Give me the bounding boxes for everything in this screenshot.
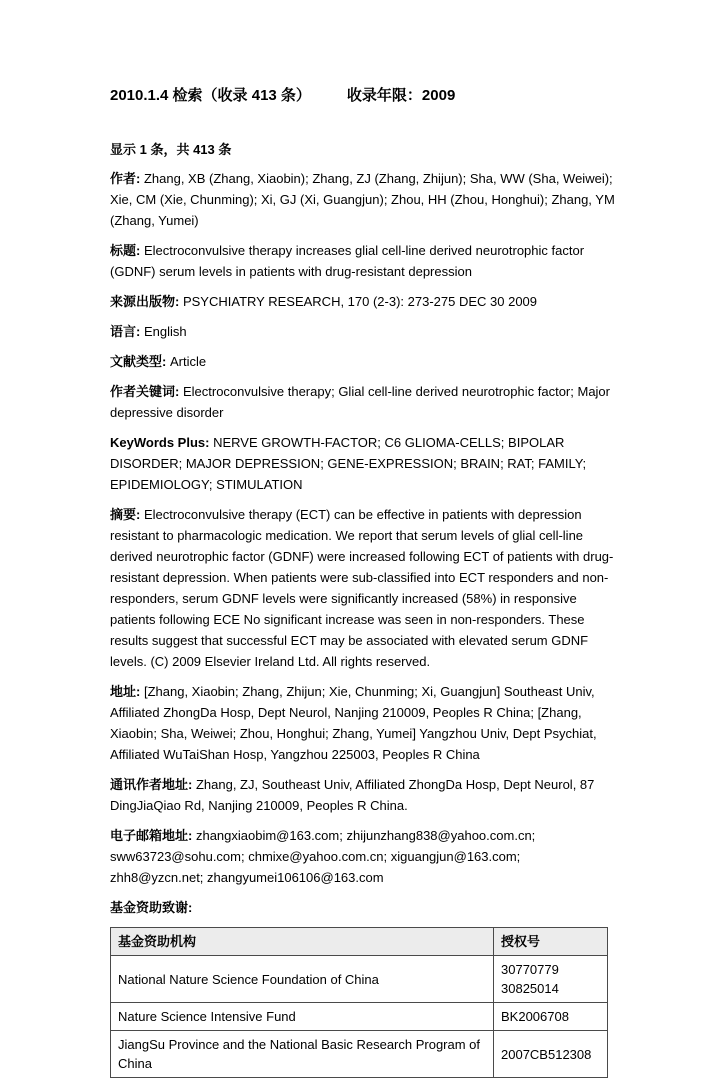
grant-number-cell: BK2006708 (494, 1003, 608, 1031)
field-author-keywords-value: Electroconvulsive therapy; Glial cell-line derived neurotrophic factor; Major depressive disorder (110, 384, 610, 420)
field-author-keywords-label: 作者关键词: (110, 384, 180, 399)
field-address-value: [Zhang, Xiaobin; Zhang, Zhijun; Xie, Chunming; Xi, Guangjun] Southeast Univ, Affiliated ZhongDa Hosp, Dept Neurol, Nanjing 210009, Peoples R China; [Zhang, Xiaobin; Sha, Weiwei; Zhou, Honghui; Zhang, Yumei] Yangzhou Univ, Dept Psychiat, Affiliated WuTaiShan Hosp, Yangzhou 225003, Peoples R China (110, 684, 597, 762)
table-row (111, 1031, 608, 1078)
field-source (110, 291, 617, 312)
grant-number-line: 30825014 (501, 981, 559, 996)
field-author-keywords (110, 381, 617, 423)
field-address (110, 681, 617, 765)
field-title-label: 标题: (110, 243, 141, 258)
table-row (111, 956, 608, 1003)
funding-table-header-row (111, 928, 608, 956)
field-title-value: Electroconvulsive therapy increases glial cell-line derived neurotrophic factor (GDNF) serum levels in patients with drug-resistant depression (110, 243, 585, 279)
field-doc-type-label: 文献类型: (110, 354, 167, 369)
field-doc-type-value: Article (169, 354, 207, 369)
field-corresponding-address (110, 774, 617, 816)
field-keywords-plus-value: NERVE GROWTH-FACTOR; C6 GLIOMA-CELLS; BIPOLAR DISORDER; MAJOR DEPRESSION; GENE-EXPRESSION; BRAIN; RAT; FAMILY; EPIDEMIOLOGY; STIMULATION (110, 435, 587, 492)
funding-agency-cell: National Nature Science Foundation of China (111, 956, 494, 1003)
funding-agency-cell: JiangSu Province and the National Basic Research Program of China (111, 1031, 494, 1078)
field-source-label: 来源出版物: (110, 294, 180, 309)
page-title (110, 84, 617, 105)
grant-number-cell (494, 956, 608, 1003)
field-doc-type (110, 351, 617, 372)
page-title-year-range: 收录年限：2009 (346, 87, 456, 104)
field-source-value: PSYCHIATRY RESEARCH, 170 (2-3): 273-275 DEC 30 2009 (182, 294, 538, 309)
field-abstract-value: Electroconvulsive therapy (ECT) can be effective in patients with depression resistant to pharmacologic medication. We report that serum levels of glial cell-line derived neurotrophic factor (GDNF) were increased following ECT of patients with drug-resistant depression. When patients were sub-classified into ECT responders and non-responders, serum GDNF levels were significantly increased (58%) in responsive patients following ECE No significant increase was seen in non-responders. These results suggest that successful ECT may be associated with elevated serum GDNF levels. (C) 2009 Elsevier Ireland Ltd. All rights reserved. (110, 507, 614, 669)
field-abstract-label: 摘要: (110, 507, 141, 522)
field-authors-value: Zhang, XB (Zhang, Xiaobin); Zhang, ZJ (Zhang, Zhijun); Sha, WW (Sha, Weiwei); Xie, CM (Xie, Chunming); Xi, GJ (Xi, Guangjun); Zhou, HH (Zhou, Honghui); Zhang, YM (Zhang, Yumei) (110, 171, 615, 228)
record-count-line: 显示 1 条，共 413 条 (110, 142, 232, 157)
grant-number-line: 30770779 (501, 962, 559, 977)
field-corresponding-address-value: Zhang, ZJ, Southeast Univ, Affiliated ZhongDa Hosp, Dept Neurol, 87 DingJiaQiao Rd, Nanjing 210009, Peoples R China. (110, 777, 595, 813)
field-abstract (110, 504, 617, 672)
field-title (110, 240, 617, 282)
page-title-search-info: 2010.1.4 检索（收录 413 条） (110, 87, 311, 104)
field-language (110, 321, 617, 342)
field-email-value: zhangxiaobim@163.com; zhijunzhang838@yahoo.com.cn; sww63723@sohu.com; chmixe@yahoo.com.cn; xiguangjun@163.com; zhh8@yzcn.net; zhangyumei106106@163.com (110, 828, 536, 885)
grant-number-header: 授权号 (494, 928, 608, 956)
field-keywords-plus (110, 432, 617, 495)
field-email-label: 电子邮箱地址: (110, 828, 193, 843)
funding-ack-heading (110, 897, 617, 918)
field-authors-label: 作者: (110, 171, 141, 186)
field-language-label: 语言: (110, 324, 141, 339)
grant-number-cell: 2007CB512308 (494, 1031, 608, 1078)
table-row (111, 1003, 608, 1031)
funding-agency-cell: Nature Science Intensive Fund (111, 1003, 494, 1031)
field-language-value: English (143, 324, 187, 339)
field-keywords-plus-label: KeyWords Plus: (110, 435, 210, 450)
field-authors (110, 168, 617, 231)
funding-ack-heading-label: 基金资助致谢: (110, 900, 193, 915)
field-email (110, 825, 617, 888)
funding-agency-header: 基金资助机构 (111, 928, 494, 956)
field-address-label: 地址: (110, 684, 141, 699)
field-corresponding-address-label: 通讯作者地址: (110, 777, 193, 792)
funding-table (110, 927, 608, 1078)
